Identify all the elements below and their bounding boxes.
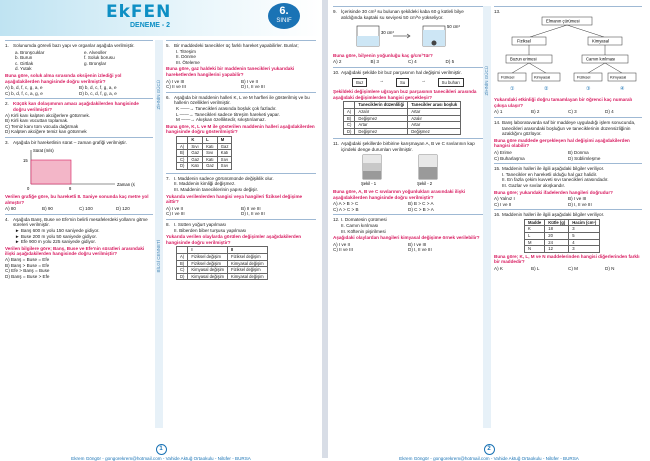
option-a[interactable]: A) 1 <box>494 109 503 115</box>
q6-options-table: K L M A) Sıvı Katı Gaz B) Gaz Sıvı Katı C) Gaz Katı Sıvı D) Katı Gaz Sıvı <box>176 136 232 170</box>
page-number-1: 1 <box>156 444 167 455</box>
tree-l1-left: Fiziksel <box>517 38 531 44</box>
option-d[interactable]: D) I, II ve III <box>568 201 592 207</box>
question-12: 12. I. Domatesin çürümesi II. Camın kırılması III. Köftenin pişirilmesi Aşağıdaki olaylardan hangileri kimyasal değişime örnek verilebilir? A) I ve II B) I ve III C) II ve III D) I, II ve III <box>333 214 483 255</box>
q7-options <box>166 206 316 217</box>
option-d[interactable]: D) I, II ve III <box>241 84 265 90</box>
option-d[interactable]: D) 5 <box>445 59 455 65</box>
header-band <box>0 0 322 36</box>
option-c[interactable]: C) M <box>568 266 578 272</box>
option-c[interactable]: C) Kimyasal değişim Fiziksel değişim <box>177 267 268 274</box>
option-c[interactable]: C) II ve III <box>333 247 353 253</box>
option-d[interactable]: D) N <box>605 266 615 272</box>
tree-l1-right: Kimyasal <box>592 38 609 44</box>
option-a[interactable]: A) I ve II <box>166 205 184 211</box>
option-d[interactable]: D) 4 <box>605 109 614 115</box>
option-a[interactable]: A) I ve II <box>333 241 351 247</box>
q15-options <box>494 196 642 207</box>
question-7: 7. I. Maddenin sadece görünümünde değişiklik olur. II. Maddenin kimliği değişmez. III. Maddenin taneciklerinin yapısı değişir. Yukarıda verilenlerden hangisi veya hangileri fiziksel değişime aittir? A) I ve II B) II ve III C) I ve III D) I, II ve III <box>166 173 316 219</box>
q5-options <box>166 79 316 90</box>
liquid-layers-figure <box>333 153 473 187</box>
option-a[interactable]: A) Banş = Buse = Efe <box>5 257 50 263</box>
option-c[interactable]: C) Efe > Banş = Buse <box>5 268 50 274</box>
q5-items: I. Titreşim II. Dönme III. Öteleme <box>176 48 200 65</box>
footer-page-1 <box>0 444 322 461</box>
option-a[interactable]: A) Yalnız I <box>494 196 515 202</box>
tree-l2-right: Camın kırılması <box>586 56 616 62</box>
option-b[interactable]: B) I ve III <box>568 196 587 202</box>
option-b[interactable]: B) I ve III <box>408 241 427 247</box>
q6-items: K ——→ Tanecikleri arasında boşluk çok fazladır. L ——→ Tanecikleri sadece titreşim hareketi yapar. M ——→ Akışkan özelliktedir, sıkıştırılamaz. <box>176 105 280 123</box>
option-b[interactable]: B) B > C > A <box>408 201 434 207</box>
option-c[interactable]: C) Temiz kanı tüm vücuda dağıtmak <box>5 123 79 129</box>
option-c[interactable]: C) 4 <box>408 59 417 65</box>
question-10: 10. Aşağıdaki şekilde bir buz parçasının hal değişimi verilmiştir. Buz → Su → Su buharı Şekildeki değişimlere uğrayan buz parçasının tanecikleri arasında aşağıdaki değişimlerden hangisi gerçekleşir? Taneciklerin düzenliliği Tanecikler arası boşluk A) Azalır Artar B) Değişmez Azalır C) Artar Artar D) Değişmez Değişmez <box>333 67 483 138</box>
option-a[interactable]: A) I ve III <box>166 78 185 84</box>
ice-label: Buz <box>352 78 367 88</box>
option-d[interactable]: D) 120 <box>116 206 130 212</box>
option-c[interactable]: C) 100 <box>79 206 93 212</box>
page-1 <box>0 0 322 461</box>
question-8: 8. I. Sütten yoğurt yapılması II. Biberden biber turşusu yapılması Yukarıda verilen olaylarda görülen değişimler aşağıdakilerden hangisinde doğru verilmiştir? I II A) Fiziksel değişim Fiziksel değişim B) Fiziksel değişim Kimyasal değişim C) Kimyasal değişim Fiziksel değişim D) Kimyasal değişim Kimyasal değişim <box>166 219 316 283</box>
question-9: 9. İçerisinde 30 cm³ su bulunan şekildeki kaba 60 g kütleli bilye atıldığında kaptaki su seviyesi 50 cm³'e yükseliyor. 30 cm³ 50 cm³ Buna göre, bilyenin yoğunluğu kaç g/cm³'tür? A) 2 B) 3 C) 4 D) 5 <box>333 6 483 67</box>
table-row: N 12 3 <box>525 246 600 253</box>
tree-leaf-1: Fiziksel <box>501 74 515 80</box>
table-row: M 24 4 <box>525 239 600 246</box>
option-c[interactable]: C) Artar Artar <box>344 122 461 129</box>
option-a[interactable]: A) Erime <box>494 149 512 155</box>
option-a[interactable]: A) 2 <box>333 59 342 65</box>
footer-author: Ekrem Göngör - gongorekrem@hotmail.com - Vahide Aktuğ Ortaokulu - Nilüfer - BURSA <box>71 456 251 461</box>
q8-items: I. Sütten yoğurt yapılması II. Biberden biber turşusu yapılması <box>174 222 247 233</box>
volume-before: 30 cm³ <box>381 30 394 36</box>
option-d[interactable]: D) I, II ve III <box>241 211 265 217</box>
question-1: 1. Solunumda görevli bazı yapı ve organlar aşağıda verilmiştir. a. Bronşcuklar e. Alveoller b. Burun f. Soluk borusu c. Girtlak g. Bronşlar d. Yutak Buna göre, soluk alma sırasında oksijenin izlediği yol aşağıdakilerden hangisinde doğru verilmiştir? A) b, d, f, c, g, a, e B) b, d, c, f, g, a, e C) b, d, f, c, a, g, e D) b, c, d, f, g, a, e <box>5 40 153 98</box>
side-label-right: ZİHNİN GÜCÜ <box>483 6 491 428</box>
tree-l2-left: Buzun erimesi <box>510 56 537 62</box>
q15-items: I. Tanecikler en hareketli olduğu hal gaz halidir. II. En fazla çekim kuvveti sıvı tanecikleri arasındadır. III. Gazlar ve sıvılar akışkandır. <box>502 171 609 188</box>
option-a[interactable]: A) Azalır Artar <box>344 108 461 115</box>
option-b[interactable]: B) Değişmez Azalır <box>344 115 461 122</box>
logo: EkFEN <box>106 2 172 22</box>
option-c[interactable]: C) Buharlaşma <box>494 155 525 161</box>
q11-options <box>333 201 483 212</box>
option-d[interactable]: D) C > B > A <box>408 206 434 212</box>
option-a[interactable]: A) Kirli kanı kalpten akciğerlere götürmek. <box>5 112 91 118</box>
figure-2-label: Şekil - 2 <box>417 180 433 186</box>
svg-text:④: ④ <box>620 85 625 92</box>
question-16: 16. Maddenin halleri ile ilgili aşağıdaki bilgiler veriliyor. Madde Kütle (g) Hacim (cm³) K 18 3 L 20 5 M 24 4 N 12 3 Buna göre; K, L, M ve N maddelerinden hangisi diğerlerinden farklı bir maddedir? A) K B) L C) M D) N <box>494 209 642 273</box>
option-d[interactable]: D) Değişmez Değişmez <box>344 128 461 135</box>
option-b[interactable]: B) L <box>531 266 540 272</box>
q9-options <box>333 59 483 65</box>
question-2: 2. Küçük kan dolaşımının amacı aşağıdakilerden hangisinde doğru verilmiştir? A) Kirli kanı kalpten akciğerlere götürmek. B) Kirli kanı vücuttan toplamak. C) Temiz kanı tüm vücuda dağıtmak D) Kalpten akciğere temiz kan götürmek <box>5 98 153 137</box>
svg-text:③: ③ <box>586 85 591 92</box>
option-a[interactable]: A) Fiziksel değişim Fiziksel değişim <box>177 254 268 261</box>
footer-author: Ekrem Göngör - gongorekrem@hotmail.com - Vahide Aktuğ Ortaokulu - Nilüfer - BURSA <box>399 456 579 461</box>
option-b[interactable]: B) Kirli kanı vücuttan toplamak. <box>5 118 69 124</box>
x-tick-8: 8 <box>69 185 72 191</box>
q10-options-table: Taneciklerin düzenliliği Tanecikler arası boşluk A) Azalır Artar B) Değişmez Azalır C) Artar Artar D) Değişmez Değişmez <box>343 101 461 135</box>
option-a[interactable]: A) A > B > C <box>333 201 359 207</box>
table-row: L 20 5 <box>525 233 600 240</box>
option-a[interactable]: A) 80 <box>5 206 16 212</box>
y-axis-label: Sürat (m/s) <box>33 147 54 153</box>
option-d[interactable]: D) Katı Gaz Sıvı <box>177 163 232 170</box>
column-1 <box>5 40 153 281</box>
option-c[interactable]: C) II ve III <box>166 84 186 90</box>
q16-data-table: Madde Kütle (g) Hacim (cm³) K 18 3 L 20 5 M 24 4 N 12 3 <box>524 219 600 253</box>
option-b[interactable]: B) b, d, c, f, g, a, e <box>79 85 117 91</box>
q14-options <box>494 150 642 161</box>
option-d[interactable]: D) b, c, d, f, g, a, e <box>79 90 117 96</box>
question-13: 13. Elmanın çürümesi Fiziksel Kimyasal Buzun erimesi Camın kırılması Fiziksel Kimyasal Fiziksel Kimyasal ① ② ③ ④ Yukarıdaki etkinliği doğru tamamlayan bir öğrenci kaç numaralı çıkışa ulaşır? A) 1 B) 2 C) 3 D) 4 <box>494 6 642 117</box>
option-c[interactable]: C) I ve III <box>166 211 185 217</box>
column-3 <box>333 6 483 255</box>
option-d[interactable]: D) Süblimleşme <box>568 155 601 161</box>
q2-options <box>5 113 153 135</box>
tree-leaf-4: Kimyasal <box>610 74 627 80</box>
option-c[interactable]: C) 3 <box>568 109 577 115</box>
question-15: 15. Maddenin halleri ile ilgili aşağıdaki bilgiler veriliyor. I. Tanecikler en hareketli olduğu hal gaz halidir. II. En fazla çekim kuvveti sıvı tanecikleri arasındadır. III. Gazlar ve sıvılar akışkandır. Buna göre; yukarıdaki ifadelerden hangileri doğrudur? A) Yalnız I B) I ve III C) I ve II D) I, II ve III <box>494 163 642 209</box>
volume-after: 50 cm³ <box>447 24 460 30</box>
exam-title: DENEME - 2 <box>130 22 171 29</box>
option-b[interactable]: B) Fiziksel değişim Kimyasal değişim <box>177 260 268 267</box>
option-d[interactable]: D) I, II ve III <box>408 247 432 253</box>
tree-leaf-3: Fiziksel <box>577 74 591 80</box>
question-4: 4. Aşağıda Banş, Buse ve Efe'nin belirli mesafelerdeki yollarını gitme süreleri verilmiştir. ► Banş 600 m yolu 150 saniyede gidiyor. ► Buse 200 m yolu 50 saniyede gidiyor. ► Efe 900 m yolu 225 saniyede gidiyor. Verilen bilgilere göre; Banş, Buse ve Efe'nin süratleri arasındaki ilişki aşağıdakilerden hangisinde doğru verilmiştir? A) Banş = Buse = Efe B) Banş > Buse = Efe C) Efe > Banş = Buse D) Banş = Buse > Efe <box>5 214 153 282</box>
q8-options-table: I II A) Fiziksel değişim Fiziksel değişim B) Fiziksel değişim Kimyasal değişim C) Kimyasal değişim Fiziksel değişim D) Kimyasal değişim Kimyasal değişim <box>176 246 268 280</box>
q4-items: ► Banş 600 m yolu 150 saniyede gidiyor. ► Buse 200 m yolu 50 saniyede gidiyor. ► Efe 900 m yolu 225 saniyede gidiyor. <box>15 228 100 245</box>
option-a[interactable]: A) b, d, f, c, g, a, e <box>5 85 43 91</box>
option-c[interactable]: C) b, d, f, c, a, g, e <box>5 90 43 96</box>
option-a[interactable]: A) Sıvı Katı Gaz <box>177 143 232 150</box>
x-axis-label: Zaman (s) <box>117 181 135 187</box>
q3-options <box>5 206 153 212</box>
q16-options <box>494 266 642 272</box>
q12-options <box>333 242 483 253</box>
footer-page-2 <box>328 444 650 461</box>
option-a[interactable]: A) K <box>494 266 503 272</box>
question-5: 5. Bir maddedeki tanecikler üç farklı hareket yapabilirler. Bunlar; I. Titreşim II. Dönme III. Öteleme Buna göre, gaz haldeki bir maddenin tanecikleri yukarıdaki hareketlerden hangilerini yapabilir? A) I ve III B) I ve II C) II ve III D) I, II ve III <box>166 40 316 92</box>
option-b[interactable]: B) 90 <box>42 206 53 212</box>
q1-items: a. Bronşcuklar e. Alveoller b. Burun f. Soluk borusu c. Girtlak g. Bronşlar d. Yutak <box>15 49 115 72</box>
option-c[interactable]: C) I ve II <box>494 201 512 207</box>
question-14: 14. Banş laboratuvarda saf bir maddeye uyguladığı işlem sonucunda, tanecikleri arasındaki boşluğun ve taneciklerinin düzensizliğinin azaldığını gözlüyor. Buna göre maddede gerçekleşen hal değişimi aşağıdakilerden hangisi olabilir? A) Erime B) Donma C) Buharlaşma D) Süblimleşme <box>494 117 642 163</box>
q12-items: I. Domatesin çürümesi II. Camın kırılması III. Köftenin pişirilmesi <box>341 217 387 234</box>
origin-label: 0 <box>27 185 30 191</box>
q4-options <box>5 257 153 279</box>
tree-root: Elmanın çürümesi <box>546 18 580 24</box>
question-3: 3. Aşağıda bir hareketlinin sürat – zaman grafiği verilmiştir. Sürat (m/s) Zaman (s) 15 8 0 Verilen grafiğe göre, bu hareketli 8. Saniye sonunda kaç metre yol almıştır? A) 80 B) 90 C) 100 D) 120 <box>5 137 153 214</box>
column-2 <box>166 40 316 283</box>
page-2 <box>328 0 650 461</box>
q7-items: I. Maddenin sadece görünümünde değişiklik olur. II. Maddenin kimliği değişmez. III. Maddenin taneciklerinin yapısı değişir. <box>174 175 274 193</box>
question-6: 6. Aşağıda bir maddenin halleri K, L ve M harfleri ile gösterilmiş ve bu hallerin özellikleri verilmiştir. K ——→ Tanecikleri arasında boşluk çok fazladır. L ——→ Tanecikleri sadece titreşim hareketi yapar. M ——→ Akışkan özelliktedir, sıkıştırılamaz. Buna göre, K, L ve M ile gösterilen maddenin halleri aşağıdakilerden hangisinde doğru gösterilmiştir? K L M A) Sıvı Katı Gaz B) Gaz Sıvı Katı C) Gaz Katı Sıvı D) Katı Gaz Sıvı <box>166 92 316 173</box>
option-b[interactable]: B) 2 <box>531 109 540 115</box>
figure-1-label: Şekil - 1 <box>361 180 377 186</box>
decision-tree <box>494 15 640 95</box>
option-b[interactable]: B) I ve II <box>241 78 259 84</box>
option-c[interactable]: C) Gaz Katı Sıvı <box>177 156 232 163</box>
table-row: K 18 3 <box>525 226 600 233</box>
option-b[interactable]: B) Banş > Buse = Efe <box>5 262 50 268</box>
option-b[interactable]: B) Gaz Sıvı Katı <box>177 150 232 157</box>
option-b[interactable]: B) Donma <box>568 149 589 155</box>
y-tick-15: 15 <box>23 157 28 163</box>
speed-time-graph <box>15 146 135 192</box>
q1-options <box>5 85 153 96</box>
grade-badge: 6. SINIF <box>268 3 300 29</box>
tree-leaf-2: Kimyasal <box>534 74 551 80</box>
column-4 <box>494 6 642 274</box>
page-number-2: 2 <box>484 444 495 455</box>
option-c[interactable]: C) A > C > B <box>333 206 359 212</box>
water-label: Su <box>396 78 409 88</box>
vapor-label: Su buharı <box>438 78 464 88</box>
svg-text:①: ① <box>510 85 515 92</box>
option-b[interactable]: B) 3 <box>370 59 379 65</box>
side-label-left: ZİHNİN GÜCÜ BİLGİ CENNETİ <box>155 40 163 428</box>
beaker-figure <box>333 20 473 50</box>
option-d[interactable]: D) Kalpten akciğere temiz kan götürmek <box>5 129 87 135</box>
option-b[interactable]: B) II ve III <box>241 205 261 211</box>
option-d[interactable]: D) Kimyasal değişim Kimyasal değişim <box>177 273 268 280</box>
option-d[interactable]: D) Banş = Buse > Efe <box>5 273 50 279</box>
question-11: 11. Aşağıdaki şekillerde birbirine karışmayan A, B ve C sıvılarının kap içindeki denge durumları verilmiştir. Şekil - 1 Şekil - 2 Buna göre, A, B ve C sıvılarının yoğunlukları arasındaki ilişki aşağıdakilerden hangisinde doğru verilmiştir? A) A > B > C B) B > C > A C) A > C > B D) C > B > A <box>333 138 483 214</box>
q13-options <box>494 109 642 115</box>
svg-text:②: ② <box>544 85 549 92</box>
ice-diagram: Buz → Su → Su buharı <box>333 78 483 88</box>
